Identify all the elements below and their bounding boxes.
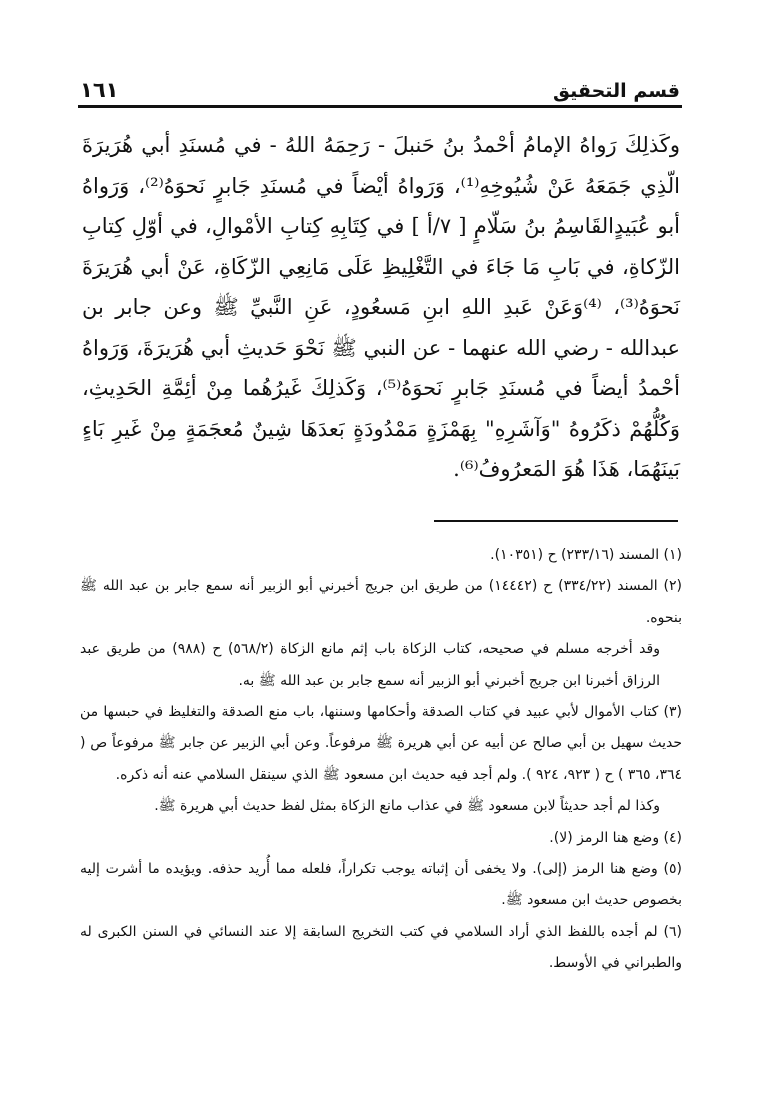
- footnote-3-continuation: وكذا لم أجد حديثاً لابن مسعود ﷺ في عذاب مانع الزكاة بمثل لفظ حديث أبي هريرة ﷺ.: [154, 798, 660, 815]
- footnotes-section: [80, 540, 682, 980]
- footnote-divider: [434, 520, 678, 522]
- footnote-2: (٢) المسند (٣٣٤/٢٢) ح (١٤٤٤٢) من طريق ابن جريج أخبرني أبو الزبير أنه سمع جابر بن عبد الله ﷺ بنحوه.: [80, 578, 682, 626]
- footnote-3: (٣) كتاب الأموال لأبي عبيد في كتاب الصدقة وأحكامها وسننها، باب منع الصدقة والتغليظ في حبسها من حديث سهيل بن أبي صالح عن أبيه عن أبي هريرة ﷺ مرفوعاً. وعن أبي الزبير عن جابر ﷺ مرفوعاً ص ( ٣٦٤، ٣٦٥ ) ح ( ٩٢٣، ٩٢٤ ). ولم أجد فيه حديث ابن مسعود ﷺ الذي سينقل السلامي عنه أنه ذكره.: [80, 704, 682, 783]
- header-divider: [78, 105, 682, 108]
- page-number: ١٦١: [80, 78, 119, 102]
- footnote-4: (٤) وضع هنا الرمز (لا).: [549, 829, 682, 846]
- footnote-2-continuation: وقد أخرجه مسلم في صحيحه، كتاب الزكاة باب إثم مانع الزكاة (٥٦٨/٢) ح (٩٨٨) من طريق عبد الرزاق أخبرنا ابن جريج أخبرني أبو الزبير أنه سمع جابر بن عبد الله ﷺ به.: [80, 641, 660, 689]
- footnote-5: (٥) وضع هنا الرمز (إلى). ولا يخفى أن إثباته يوجب تكراراً، فلعله مما أُريد حذفه. ويؤيده ما أشرت إليه بخصوص حديث ابن مسعود ﷺ.: [80, 861, 682, 909]
- page-header: [80, 72, 680, 102]
- footnote-1: (١) المسند (٢٣٣/١٦) ح (١٠٣٥١).: [490, 547, 682, 563]
- main-paragraph: وكَذلِكَ رَواهُ الإمامُ أحْمدُ بنُ حَنبلَ - رَحِمَهُ اللهُ - في مُسنَدِ أبي هُرَيرَةَ الّذِي جَمَعَهُ عَنْ شُيُوخِهِ⁽¹⁾، وَرَواهُ أيْضاً في مُسنَدِ جَابرٍ نَحوَهُ⁽²⁾، وَرَواهُ أبو عُبَيدٍالقَاسِمُ بنُ سَلّامٍ [ ٧/أ ] في كِتَابِهِ كِتابِ الأمْوالِ، في أوّلِ كِتابِ الزّكاةِ، في بَابِ مَا جَاءَ في التَّغْلِيظِ عَلَى مَانِعِي الزّكَاةِ، عَنْ أبي هُرَيرَةَ نَحوَهُ⁽³⁾، ⁽⁴⁾وَعَنْ عَبدِ اللهِ ابنِ مَسعُودٍ، عَنِ النَّبيِّ ﷺ وعن جابر بن عبدالله - رضي الله عنهما - عن النبي ﷺ نَحْوَ حَديثِ أبي هُرَيرَةَ، وَرَواهُ أحْمدُ أيضاً في مُسنَدِ جَابرٍ نَحوَهُ⁽⁵⁾، وَكَذلِكَ غَيرُهُما مِنْ أئِمَّةِ الحَدِيثِ، وَكُلُّهُمْ ذكَرُوهُ "وَآشَرِهِ" بِهَمْزَةٍ مَمْدُودَةٍ بَعدَهَا شِينٌ مُعجَمَةٍ مِنْ غَيرِ بَاءٍ بَينَهُمَا، هَذَا هُوَ المَعرُوفُ⁽⁶⁾.: [82, 133, 681, 481]
- footnote-6: (٦) لم أجده باللفظ الذي أراد السلامي في كتب التخريج السابقة إلا عند النسائي في السنن الكبرى له والطبراني في الأوسط.: [80, 923, 682, 972]
- section-title: قسم التحقيق: [553, 80, 680, 102]
- main-text-body: [82, 125, 680, 490]
